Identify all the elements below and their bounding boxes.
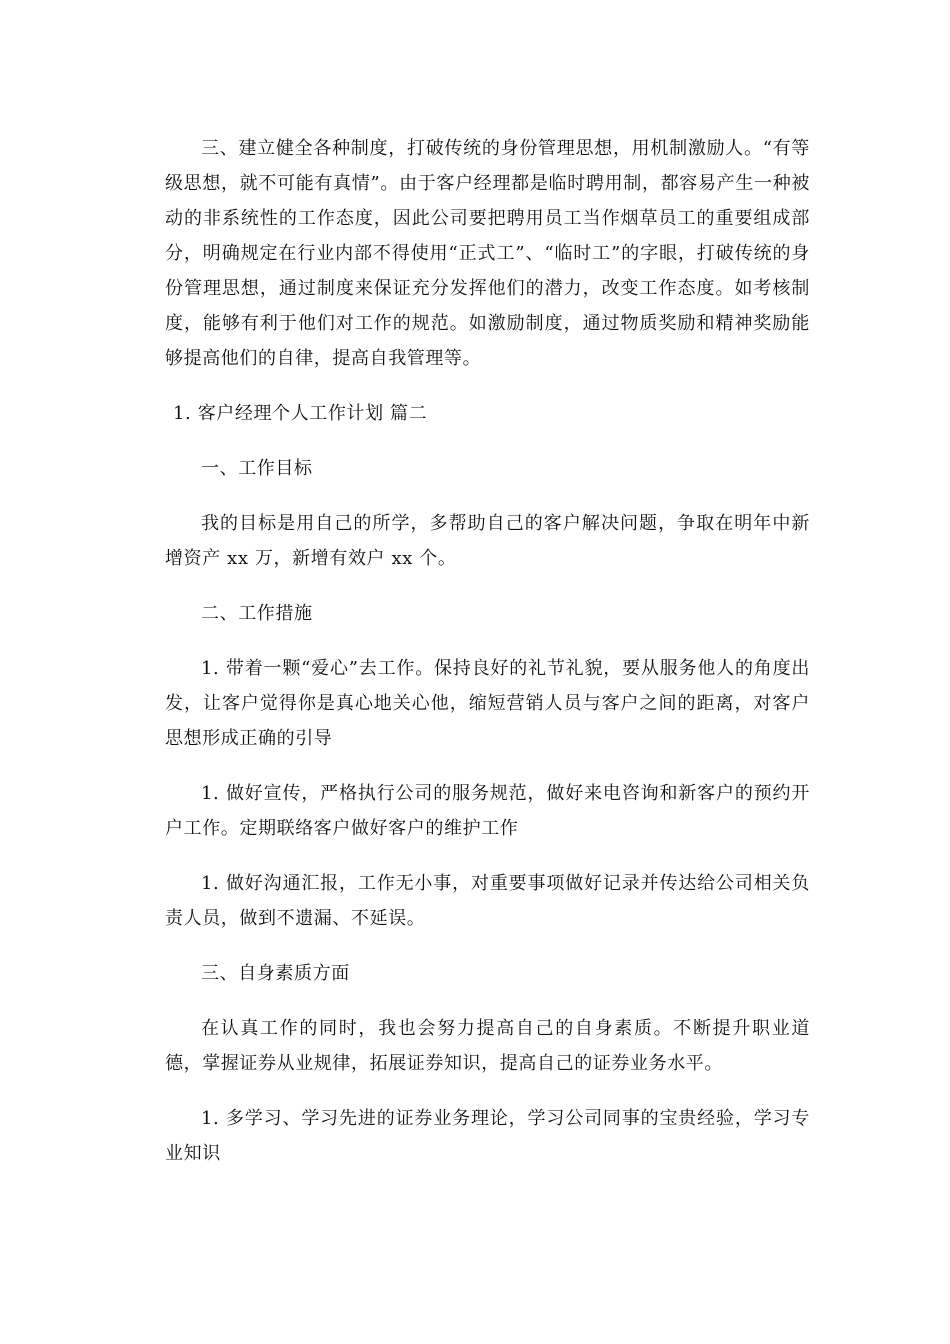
- document-body: [165, 131, 810, 1171]
- paragraph-gap: [165, 846, 810, 866]
- paragraph-measure-love: 1. 带着一颗“爱心”去工作。保持良好的礼节礼貌，要从服务他人的角度出发，让客户觉得你是真心地关心他，缩短营销人员与客户之间的距离，对客户思想形成正确的引导: [165, 658, 810, 749]
- paragraph-gap: [165, 756, 810, 776]
- paragraph-self-quality: 在认真工作的同时，我也会努力提高自己的自身素质。不断提升职业道德，掌握证券从业规律，拓展证券知识，提高自己的证券业务水平。: [165, 1018, 810, 1074]
- paragraph-measure-communication: 1. 做好沟通汇报，工作无小事，对重要事项做好记录并传达给公司相关负责人员，做到不遗漏、不延误。: [165, 873, 810, 929]
- paragraph-goal: 我的目标是用自己的所学，多帮助自己的客户解决问题，争取在明年中新增资产 xx 万，新增有效户 xx 个。: [165, 513, 810, 569]
- heading-work-measures: 二、工作措施: [201, 603, 313, 624]
- paragraph-gap: [165, 576, 810, 596]
- paragraph-gap: [165, 1081, 810, 1101]
- paragraph-gap: [165, 376, 810, 396]
- paragraph-measure-promotion: 1. 做好宣传，严格执行公司的服务规范，做好来电咨询和新客户的预约开户工作。定期联络客户做好客户的维护工作: [165, 783, 810, 839]
- section-title-plan-two: 1. 客户经理个人工作计划 篇二: [173, 403, 428, 424]
- paragraph-system-building: 三、建立健全各种制度，打破传统的身份管理思想，用机制激励人。“有等级思想，就不可能有真情”。由于客户经理都是临时聘用制，都容易产生一种被动的非系统性的工作态度，因此公司要把聘用员工当作烟草员工的重要组成部分，明确规定在行业内部不得使用“正式工”、“临时工”的字眼，打破传统的身份管理思想，通过制度来保证充分发挥他们的潜力，改变工作态度。如考核制度，能够有利于他们对工作的规范。如激励制度，通过物质奖励和精神奖励能够提高他们的自律，提高自我管理等。: [165, 138, 810, 369]
- heading-self-quality: 三、自身素质方面: [201, 963, 350, 984]
- heading-work-goals: 一、工作目标: [201, 458, 313, 479]
- paragraph-study: 1. 多学习、学习先进的证券业务理论，学习公司同事的宝贵经验，学习专业知识: [165, 1108, 810, 1164]
- paragraph-gap: [165, 991, 810, 1011]
- paragraph-gap: [165, 431, 810, 451]
- paragraph-gap: [165, 631, 810, 651]
- paragraph-gap: [165, 936, 810, 956]
- paragraph-gap: [165, 486, 810, 506]
